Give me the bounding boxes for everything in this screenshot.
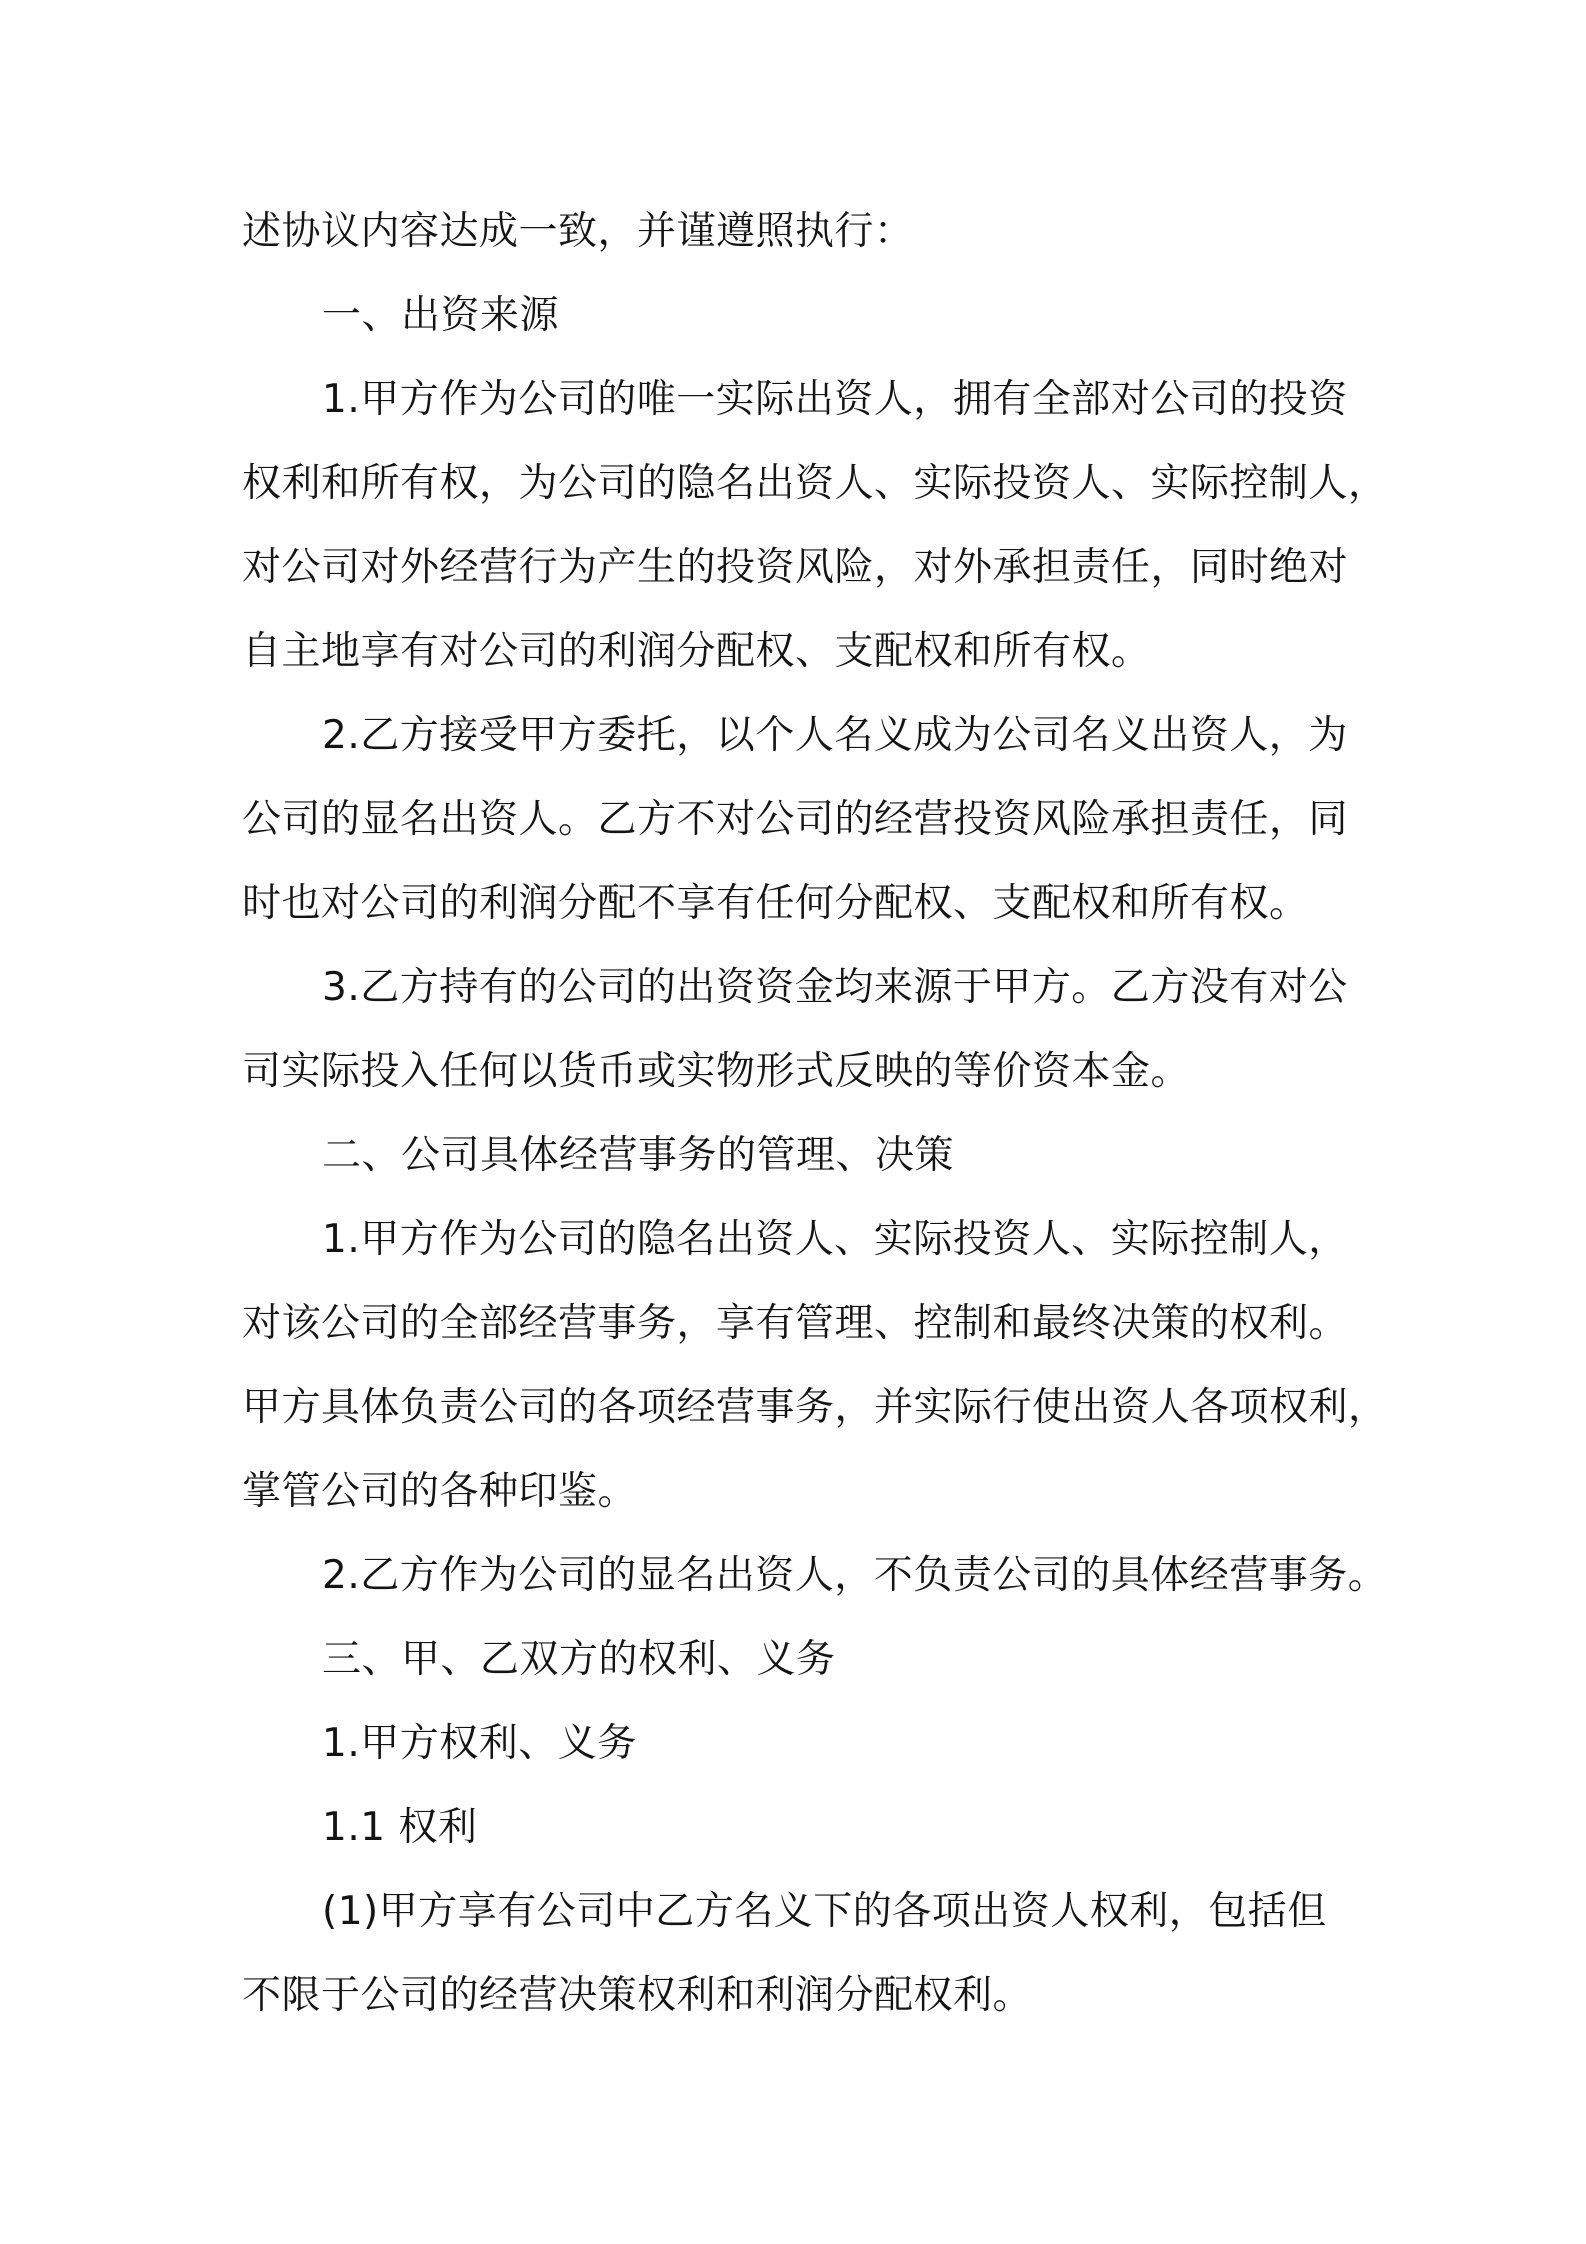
text-line: 司实际投入任何以货币或实物形式反映的等价资本金。 [242,1049,1191,1094]
paragraph-start: 3.乙方持有的公司的出资资金均来源于甲方。乙方没有对公 [322,965,1348,1010]
text-line: 对公司对外经营行为产生的投资风险，对外承担责任，同时绝对 [242,545,1349,590]
section-heading: 二、公司具体经营事务的管理、决策 [322,1133,955,1178]
paragraph-start: (1)甲方享有公司中乙方名义下的各项出资人权利，包括但 [322,1889,1327,1934]
text-line: 公司的显名出资人。乙方不对公司的经营投资风险承担责任，同 [242,797,1349,842]
text-line: 不限于公司的经营决策权利和利润分配权利。 [242,1973,1033,2018]
paragraph-start: 2.乙方作为公司的显名出资人，不负责公司的具体经营事务。 [322,1553,1388,1598]
paragraph-start: 1.甲方作为公司的唯一实际出资人，拥有全部对公司的投资 [322,377,1348,422]
text-line: 时也对公司的利润分配不享有任何分配权、支配权和所有权。 [242,881,1309,926]
section-heading: 一、出资来源 [322,293,560,338]
text-line: 权利和所有权，为公司的隐名出资人、实际投资人、实际控制人， [242,461,1388,506]
paragraph-start: 2.乙方接受甲方委托，以个人名义成为公司名义出资人，为 [322,713,1348,758]
subsection-heading: 1.1 权利 [322,1805,478,1850]
paragraph-start: 1.甲方作为公司的隐名出资人、实际投资人、实际控制人， [322,1217,1348,1262]
text-line: 甲方具体负责公司的各项经营事务，并实际行使出资人各项权利， [242,1385,1388,1430]
text-line: 述协议内容达成一致，并谨遵照执行： [242,209,914,254]
text-line: 对该公司的全部经营事务，享有管理、控制和最终决策的权利。 [242,1301,1349,1346]
text-line: 自主地享有对公司的利润分配权、支配权和所有权。 [242,629,1151,674]
text-line: 掌管公司的各种印鉴。 [242,1469,638,1514]
section-heading: 三、甲、乙双方的权利、义务 [322,1637,836,1682]
document-body [242,190,1387,2038]
subsection-heading: 1.甲方权利、义务 [322,1721,637,1766]
